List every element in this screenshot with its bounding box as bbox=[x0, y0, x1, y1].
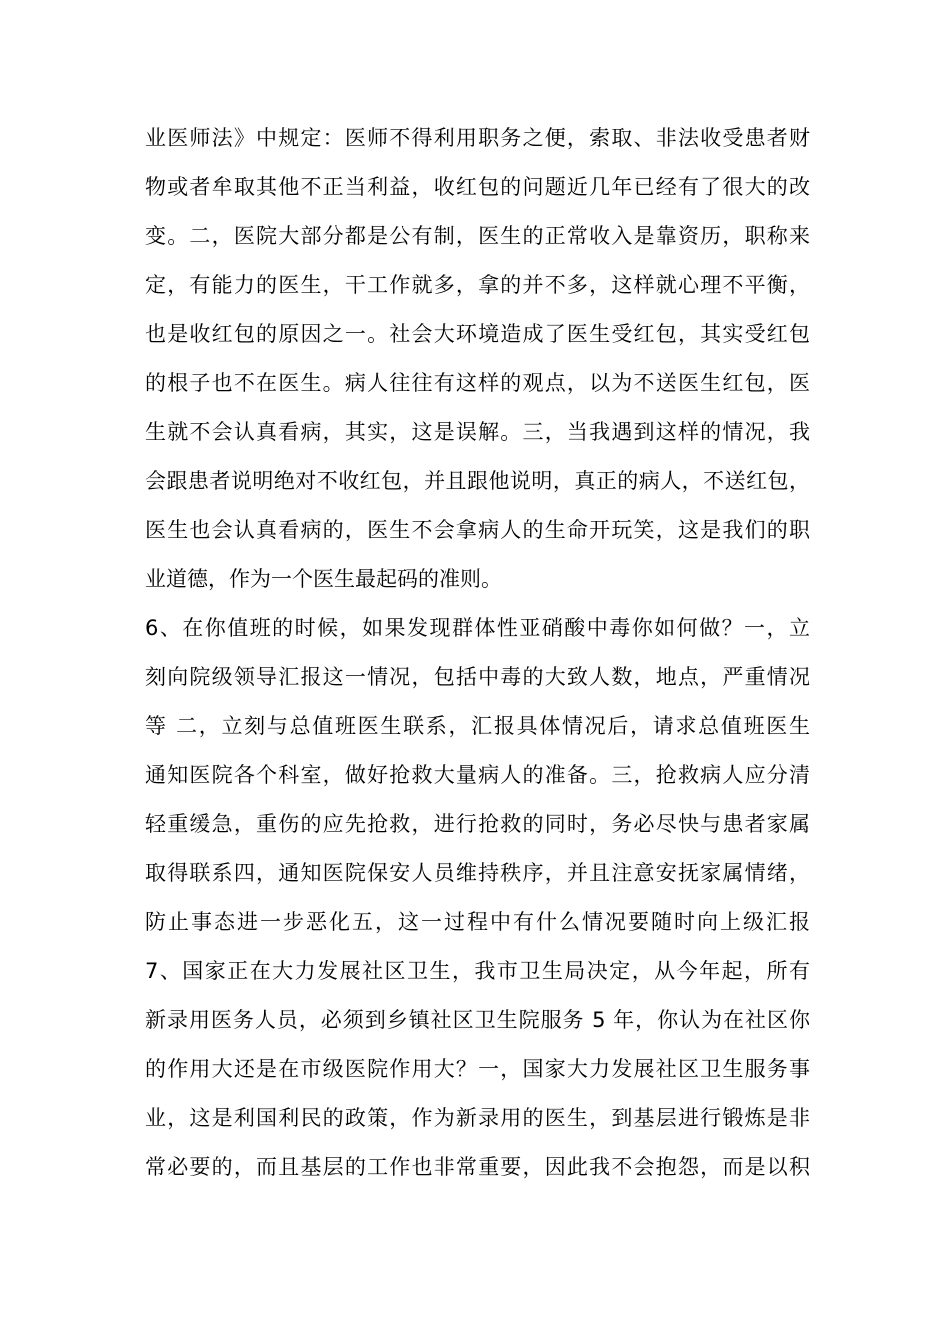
text-line: 7、国家正在大力发展社区卫生，我市卫生局决定，从今年起，所有 bbox=[145, 959, 810, 983]
text-line: 也是收红包的原因之一。社会大环境造成了医生受红包，其实受红包 bbox=[145, 322, 810, 346]
text-line: 业医师法》中规定：医师不得利用职务之便，索取、非法收受患者财 bbox=[145, 126, 810, 150]
text-line: 定，有能力的医生，干工作就多，拿的并不多，这样就心理不平衡， bbox=[145, 273, 810, 297]
text-line: 常必要的，而且基层的工作也非常重要，因此我不会抱怨，而是以积 bbox=[145, 1155, 810, 1179]
text-line: 防止事态进一步恶化五，这一过程中有什么情况要随时向上级汇报 bbox=[145, 910, 810, 934]
text-line: 通知医院各个科室，做好抢救大量病人的准备。三，抢救病人应分清 bbox=[145, 763, 810, 787]
text-line: 业，这是利国利民的政策，作为新录用的医生，到基层进行锻炼是非 bbox=[145, 1106, 810, 1130]
text-line: 的作用大还是在市级医院作用大？一，国家大力发展社区卫生服务事 bbox=[145, 1057, 810, 1081]
text-line: 变。二，医院大部分都是公有制，医生的正常收入是靠资历，职称来 bbox=[145, 224, 810, 248]
text-line: 取得联系四，通知医院保安人员维持秩序，并且注意安抚家属情绪， bbox=[145, 861, 810, 885]
document-body bbox=[145, 114, 810, 1192]
text-line: 轻重缓急，重伤的应先抢救，进行抢救的同时，务必尽快与患者家属 bbox=[145, 812, 810, 836]
text-line: 会跟患者说明绝对不收红包，并且跟他说明，真正的病人，不送红包， bbox=[145, 469, 810, 493]
text-line: 等 二，立刻与总值班医生联系，汇报具体情况后，请求总值班医生 bbox=[145, 714, 810, 738]
text-line: 业道德，作为一个医生最起码的准则。 bbox=[145, 567, 502, 591]
text-line: 的根子也不在医生。病人往往有这样的观点，以为不送医生红包，医 bbox=[145, 371, 810, 395]
text-line: 刻向院级领导汇报这一情况，包括中毒的大致人数，地点，严重情况 bbox=[145, 665, 810, 689]
text-line: 6、在你值班的时候，如果发现群体性亚硝酸中毒你如何做？一，立 bbox=[145, 616, 810, 640]
text-line: 新录用医务人员，必须到乡镇社区卫生院服务 5 年，你认为在社区你 bbox=[145, 1008, 810, 1032]
text-line: 物或者牟取其他不正当利益，收红包的问题近几年已经有了很大的改 bbox=[145, 175, 810, 199]
text-line: 生就不会认真看病，其实，这是误解。三，当我遇到这样的情况，我 bbox=[145, 420, 810, 444]
text-line: 医生也会认真看病的，医生不会拿病人的生命开玩笑，这是我们的职 bbox=[145, 518, 810, 542]
